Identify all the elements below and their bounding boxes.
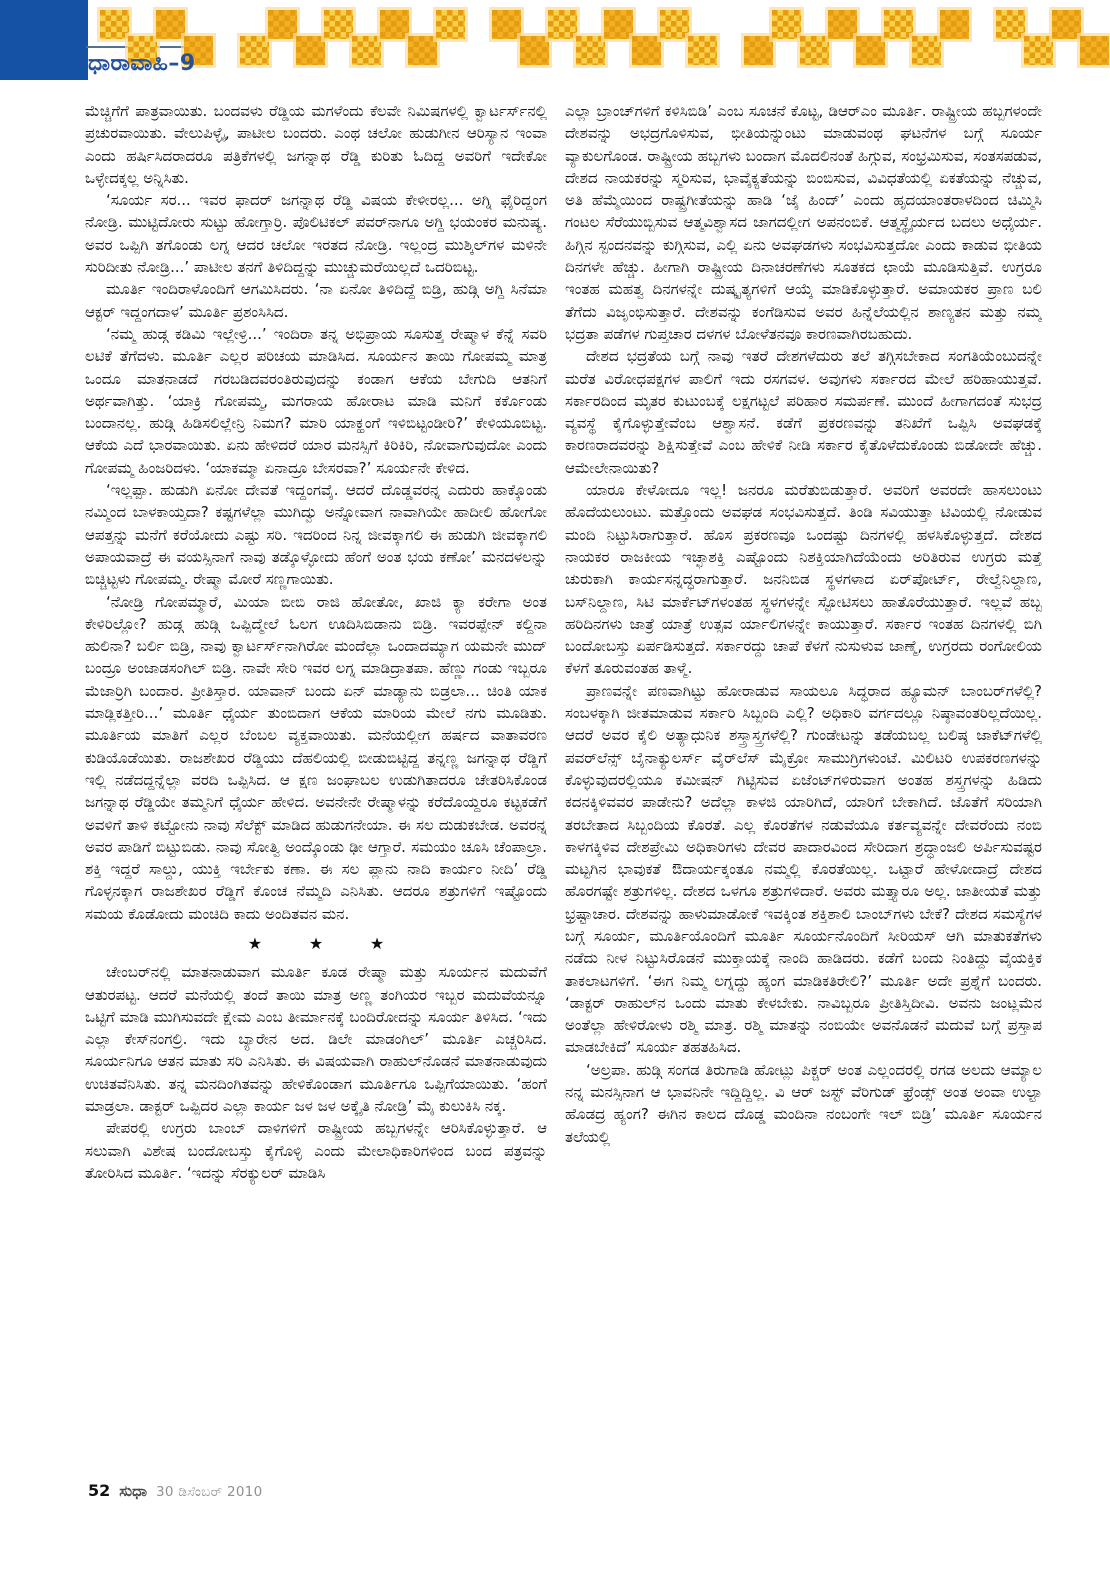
paragraph: ಮೂರ್ತಿ ಇಂದಿರಾಳೊಂದಿಗೆ ಆಗಮಿಸಿದರು. ‘ನಾ ಏನೋ ತಿಳಿದಿದ್ದೆ ಬಿಡ್ರಿ, ಹುಡ್ಗಿ ಅಗ್ದಿ ಸಿನೆಮಾ ಆಕ್ಟರ್ ಇದ್ದಂಗದಾಳ’ ಮೂರ್ತಿ ಪ್ರಶಂಸಿಸಿದ. bbox=[85, 280, 547, 321]
band-square bbox=[688, 36, 717, 65]
band-square bbox=[800, 36, 829, 65]
band-square bbox=[1024, 36, 1053, 65]
paragraph: ಎಲ್ಲಾ ಬ್ರಾಂಚ್‌ಗಳಿಗೆ ಕಳಿಸಿಬಿಡಿ’ ಎಂಬ ಸೂಚನೆ ಕೊಟ್ಟ, ಡಿಆರ್‌ಎಂ ಮೂರ್ತಿ. ರಾಷ್ಟ್ರೀಯ ಹಬ್ಬಗಳಂದೇ ದೇಶವನ್ನು ಅಭದ್ರಗೊಳಿಸುವ, ಭೀತಿಯನ್ನುಂಟು ಮಾಡುವಂಥ ಘಟನೆಗಳ ಬಗ್ಗೆ ಸೂರ್ಯ ವ್ಯಾಕುಲಗೊಂಡ. ರಾಷ್ಟ್ರೀಯ ಹಬ್ಬಗಳು ಬಂದಾಗ ಮೊದಲಿನಂತೆ ಹಿಗ್ಗುವ, ಸಂಭ್ರಮಿಸುವ, ಸಂತಸಪಡುವ, ದೇಶದ ನಾಯಕರನ್ನು ಸ್ಮರಿಸುವ, ಭಾವೈಕ್ಯತೆಯನ್ನು ಬಿಂಬಿಸುವ, ವಿವಿಧತೆಯಲ್ಲಿ ಏಕತೆಯನ್ನು ನೆಚ್ಚುವ, ಅತಿ ಹೆಮ್ಮೆಯಿಂದ ರಾಷ್ಟ್ರಗೀತೆಯನ್ನು ಹಾಡಿ ‘ಜೈ ಹಿಂದ್’ ಎಂದು ಹೃದಯಾಂತರಾಳದಿಂದ ಚಿಮ್ಮಿಸಿ ಗಂಟಲ ಸೆರೆಯುಬ್ಬಿಸುವ ಆತ್ಮವಿಶ್ವಾಸದ ಜಾಗದಲ್ಲೀಗ ಅಪನಂಬಿಕೆ. ಆತ್ಮಸ್ಥೈರ್ಯದ ಬದಲು ಅಧೈರ್ಯ. ಹಿಗ್ಗಿನ ಸ್ಪಂದನವನ್ನು ಕುಗ್ಗಿಸುವ, ಎಲ್ಲಿ ಏನು ಅವಘಡಗಳು ಸಂಭವಿಸುತ್ತದೋ ಎಂದು ಕಾಡುವ ಭೀತಿಯ ದಿನಗಳೇ ಹೆಚ್ಚು. ಹೀಗಾಗಿ ರಾಷ್ಟ್ರೀಯ ದಿನಾಚರಣೆಗಳು ಸೂತಕದ ಛಾಯೆ ಮೂಡಿಸುತ್ತಿವೆ. ಉಗ್ರರೂ ಇಂತಹ ಮಹತ್ವ ದಿನಗಳನ್ನೇ ದುಷ್ಕೃತ್ಯಗಳಿಗೆ ಆಯ್ಕೆ ಮಾಡಿಕೊಳ್ಳುತ್ತಾರೆ. ಅಮಾಯಕರ ಪ್ರಾಣ ಬಲಿ ತೆಗೆದು ವಿಜೃಂಭಿಸುತ್ತಾರೆ. ದೇಶವನ್ನು ಕಂಗೆಡಿಸುವ ಅವರ ಹಿನ್ನೆಲೆಯಲ್ಲಿನ ಶಾಣ್ಯತನ ಮತ್ತು ನಮ್ಮ ಭದ್ರತಾ ಪಡೆಗಳ ಗುಪ್ತಚಾರ ದಳಗಳ ಬೋಳೆತನವೂ ಕಾರಣವಾಗಿರಬಹುದು. bbox=[565, 102, 1042, 343]
paragraph: ‘ನಮ್ಮ ಹುಡ್ಗ ಕಡಿಮಿ ಇಲ್ಲೇಳ್ರಿ...’ ಇಂದಿರಾ ತನ್ನ ಅಭಿಪ್ರಾಯ ಸೂಸುತ್ತ ರೇಷ್ಮಾಳ ಕೆನ್ನೆ ಸವರಿ ಲಟಿಕೆ ತೆಗೆದಳು. ಮೂರ್ತಿ ಎಲ್ಲರ ಪರಿಚಯ ಮಾಡಿಸಿದ. ಸೂರ್ಯನ ತಾಯಿ ಗೋಪಮ್ಮ ಮಾತ್ರ ಒಂದೂ ಮಾತನಾಡದೆ ಗರಬಡಿದವರಂತಿರುವುದನ್ನು ಕಂಡಾಗ ಆಕೆಯ ಬೇಗುದಿ ಆತನಿಗೆ ಅರ್ಥವಾಗಿತ್ತು. ‘ಯಾಕ್ರಿ ಗೋಪಮ್ಮ, ಮಗರಾಯ ಹೋರಾಟ ಮಾಡಿ ಮನಿಗೆ ಕರ್ಕೊಂಡು ಬಂದಾನಲ್ಲ. ಹುಡ್ಗಿ ಹಿಡಿಸಲಿಲ್ಲೇನ್ರಿ ನಿಮಗ? ಮಾರಿ ಯಾಕ್ಹಂಗೆ ಇಳಿಬಿಟ್ಟಂಡೀರಿ?’ ಕೇಳಿಯೂಬಿಟ್ಟ. ಆಕೆಯ ಎದೆ ಭಾರವಾಯಿತು. ಏನು ಹೇಳಿದರೆ ಯಾರ ಮನಸ್ಸಿಗೆ ಕಿರಿಕಿರಿ, ನೋವಾಗುವುದೋ ಎಂದು ಗೋಪಮ್ಮ ಹಿಂಜರಿದಳು. ‘ಯಾಕಮ್ಮಾ ಏನಾದ್ರೂ ಬೇಸರವಾ?’ ಸೂರ್ಯನೇ ಕೇಳಿದ. bbox=[85, 324, 547, 477]
paragraph: ‘ಇಲ್ಲಪ್ಪಾ. ಹುಡುಗಿ ಏನೋ ದೇವತೆ ಇದ್ದಂಗವೈ. ಆದರೆ ದೊಡ್ಡವರನ್ನ ಎದುರು ಹಾಕ್ಕೊಂಡು ನಮ್ಮಿಂದ ಬಾಳಕಾಯ್ತದಾ? ಕಷ್ಟಗಳೆಲ್ಲಾ ಮುಗಿದ್ವು ಅನ್ನೋವಾಗ ನಾವಾಗಿಯೇ ಹಾದೀಲಿ ಹೋಗೋ ಆಪತ್ತನ್ನು ಮನೆಗೆ ಕರೆಯೋದು ಎಷ್ಟು ಸರಿ. ಇದರಿಂದ ನಿನ್ನ ಜೀವಕ್ಕಾಗಲಿ ಈ ಹುಡುಗಿ ಜೀವಕ್ಕಾಗಲಿ ಅಪಾಯವಾದ್ರೆ ಈ ವಯಸ್ಸಿನಾಗೆ ನಾವು ತಡ್ಕೊಳ್ಳೋದು ಹೆಂಗೆ ಅಂತ ಭಯ ಕಣೋ’ ಮನದಳಲನ್ನು ಬಿಚ್ಚಿಟ್ಟಳು ಗೋಪಮ್ಮ. ರೇಷ್ಮಾ ಮೋರೆ ಸಣ್ಣಗಾಯಿತು. bbox=[85, 481, 547, 589]
page-footer bbox=[88, 1481, 263, 1500]
issue-date: 30 ಡಿಸೆಂಬರ್ 2010 bbox=[156, 1484, 263, 1500]
band-square bbox=[492, 10, 521, 39]
band-square bbox=[604, 10, 633, 39]
band-square bbox=[408, 36, 437, 65]
paragraph: ದೇಶದ ಭದ್ರತೆಯ ಬಗ್ಗೆ ನಾವು ಇತರೆ ದೇಶಗಳೆದುರು ತಲೆ ತಗ್ಗಿಸಬೇಕಾದ ಸಂಗತಿಯೆಂಬುದನ್ನೇ ಮರೆತ ವಿರೋಧಪಕ್ಷಗಳ ಪಾಲಿಗೆ ಇದು ರಸಗವಳ. ಅವುಗಳು ಸರ್ಕಾರದ ಮೇಲೆ ಹರಿಹಾಯುತ್ತವೆ. ಸರ್ಕಾರದಿಂದ ಮೃತರ ಕುಟುಂಬಕ್ಕೆ ಲಕ್ಷಗಟ್ಟಲೆ ಪರಿಹಾರ ಸಮರ್ಪಣೆ. ಮುಂದೆ ಹೀಗಾಗದಂತೆ ಸುಭದ್ರ ವ್ಯವಸ್ಥೆ ಕೈಗೊಳ್ಳುತ್ತೇವೆಂಬ ಆಶ್ವಾಸನೆ. ಕಡೆಗೆ ಪ್ರಕರಣವನ್ನು ತನಿಖೆಗೆ ಒಪ್ಪಿಸಿ ಅವಘಡಕ್ಕೆ ಕಾರಣರಾದವರನ್ನು ಶಿಕ್ಷಿಸುತ್ತೇವೆ ಎಂಬ ಹೇಳಿಕೆ ನೀಡಿ ಸರ್ಕಾರ ಕೈತೊಳೆದುಕೊಂಡು ಬಿಡೋದೇ ಹೆಚ್ಚು. ಆಮೇಲೇನಾಯಿತು? bbox=[565, 347, 1042, 477]
band-square bbox=[1080, 36, 1109, 65]
paragraph: ‘ಸೂರ್ಯ ಸರ... ಇವರ ಫಾದರ್ ಜಗನ್ನಾಥ ರೆಡ್ಡಿ ವಿಷಯ ಕೇಳೀರಲ್ಲ... ಅಗ್ನಿ ಫೈರಿದ್ದಂಗ ನೋಡ್ರಿ. ಮುಟ್ಟಿದೋರು ಸುಟ್ಟು ಹೋಗ್ತಾರ್ರಿ. ಪೊಲಿಟಿಕಲ್ ಪವರ್‌ನಾಗೂ ಅಗ್ದಿ ಭಯಂಕರ ಮನುಷ್ಯ. ಅವರ ಒಪ್ಪಿಗಿ ತಗೊಂಡು ಲಗ್ನ ಆದರ ಚಲೋ ಇರತದ ನೋಡ್ರಿ. ಇಲ್ಲಂದ್ರ ಮುಶ್ಕಿಲ್‌ಗಳ ಮಳಿನೇ ಸುರಿದೀತು ನೋಡ್ರಿ...’ ಪಾಟೀಲ ತನಗೆ ತಿಳಿದಿದ್ದನ್ನು ಮುಚ್ಚುಮರೆಯಿಲ್ಲದೆ ಒದರಿಬಿಟ್ಟ. bbox=[85, 191, 547, 277]
paragraph: ಚೇಂಬರ್‌ನಲ್ಲಿ ಮಾತನಾಡುವಾಗ ಮೂರ್ತಿ ಕೂಡ ರೇಷ್ಮಾ ಮತ್ತು ಸೂರ್ಯನ ಮದುವೆಗೆ ಆತುರಪಟ್ಟ. ಆದರೆ ಮನೆಯಲ್ಲಿ ತಂದೆ ತಾಯಿ ಮಾತ್ರ ಅಣ್ಣ ತಂಗಿಯರ ಇಬ್ಬರ ಮದುವೆಯನ್ನೂ ಒಟ್ಟಿಗೆ ಮಾಡಿ ಮುಗಿಸುವದೇ ಕ್ಷೇಮ ಎಂಬ ತೀರ್ಮಾನಕ್ಕೆ ಬಂದಿರೋದನ್ನು ಸೂರ್ಯ ತಿಳಿಸಿದ. ‘ಇದು ಎಲ್ಲಾ ಕೇಸ್‌ನಂಗಲ್ರಿ. ಇದು ಬ್ಯಾರೇನ ಅದ. ಡಿಲೇ ಮಾಡಂಗಿಲ್’ ಮೂರ್ತಿ ಎಚ್ಚರಿಸಿದ. ಸೂರ್ಯನಿಗೂ ಆತನ ಮಾತು ಸರಿ ಎನಿಸಿತು. ಈ ವಿಷಯವಾಗಿ ರಾಹುಲ್‌ನೊಡನೆ ಮಾತನಾಡುವುದು ಉಚಿತವೆನಿಸಿತು. ತನ್ನ ಮನದಿಂಗಿತವನ್ನು ಹೇಳಿಕೊಂಡಾಗ ಮೂರ್ತಿಗೂ ಒಪ್ಪಿಗೆಯಾಯಿತು. ‘ಹಂಗೆ ಮಾಡ್ರಲಾ. ಡಾಕ್ಟರ್ ಒಪ್ಪಿದರ ಎಲ್ಲಾ ಕಾರ್ಯ ಜಳ ಜಳ ಅಕ್ಕೈತಿ ನೋಡ್ರಿ’ ಮೈ ಕುಲುಕಿಸಿ ನಕ್ಕ. bbox=[85, 963, 547, 1116]
band-square bbox=[548, 10, 577, 39]
band-square bbox=[324, 10, 353, 39]
magazine-name: ಸುಧಾ bbox=[119, 1482, 147, 1500]
left-column-part-2 bbox=[85, 961, 547, 1184]
band-square bbox=[296, 36, 325, 65]
band-square bbox=[436, 10, 465, 39]
paragraph: ‘ಅಲ್ರಪಾ. ಹುಡ್ಗಿ ಸಂಗಡ ತಿರುಗಾಡಿ ಹೋಟ್ಲು ಪಿಕ್ಚರ್ ಅಂತ ಎಲ್ಲಂದರಲ್ಲಿ ರಗಡ ಅಲದು ಆಮ್ಯಾಲ ನನ್ನ ಮನಸ್ಸಿನಾಗ ಆ ಭಾವನಿನೇ ಇದ್ದಿದ್ದಿಲ್ಲ. ವಿ ಆರ್ ಜಸ್ಟ್ ವೆರಿಗುಡ್ ಫ್ರೆಂಡ್ಸ್ ಅಂತ ಅಂವಾ ಉಲ್ಟಾ ಹೊಡದ್ರ ಹ್ಯಂಗ? ಈಗಿನ ಕಾಲದ ದೊಡ್ಡ ಮಂದಿನಾ ನಂಬಂಗೇ ಇಲ್ ಬಿಡ್ರಿ’ ಮೂರ್ತಿ ಸೂರ್ಯನ ತಲೆಯಲ್ಲಿ bbox=[565, 1060, 1042, 1146]
paragraph: ಯಾರೂ ಕೇಳೋದೂ ಇಲ್ಲ! ಜನರೂ ಮರೆತುಬಿಡುತ್ತಾರೆ. ಅವರಿಗೆ ಅವರದೇ ಹಾಸಲುಂಟು ಹೊದೆಯಲುಂಟು. ಮತ್ತೊಂದು ಅವಘಡ ಸಂಭವಿಸುತ್ತದೆ. ತಿಂಡಿ ಸವಿಯುತ್ತಾ ಟಿವಿಯಲ್ಲಿ ನೋಡುವ ಮಂದಿ ನಿಟ್ಟುಸಿರಾಗುತ್ತಾರೆ. ಹೊಸ ಪ್ರಕರಣವೂ ಒಂದಷ್ಟು ದಿನಗಳಲ್ಲಿ ಹಳಸಿಕೊಳ್ಳುತ್ತದೆ. ದೇಶದ ನಾಯಕರ ರಾಜಕೀಯ ಇಚ್ಛಾಶಕ್ತಿ ಎಷ್ಟೊಂದು ನಿಶಕ್ತಿಯಾಗಿದೆಯೆಂದು ಅರಿತಿರುವ ಉಗ್ರರು ಮತ್ತೆ ಚುರುಕಾಗಿ ಕಾರ್ಯಸನ್ನದ್ಧರಾಗುತ್ತಾರೆ. ಜನನಿಬಿಡ ಸ್ಥಳಗಳಾದ ಏರ್‌ಪೋರ್ಟ್, ರೇಲ್ವೆನಿಲ್ದಾಣ, ಬಸ್‌ನಿಲ್ದಾಣ, ಸಿಟಿ ಮಾರ್ಕೆಟ್‌ಗಳಂತಹ ಸ್ಥಳಗಳನ್ನೇ ಸ್ಫೋಟಿಸಲು ಹಾತೊರೆಯುತ್ತಾರೆ. ಇಲ್ಲವೆ ಹಬ್ಬ ಹರಿದಿನಗಳು ಜಾತ್ರೆ ಯಾತ್ರೆ ಉತ್ಸವ ರ್ಯಾಲಿಗಳನ್ನೇ ಕಾಯುತ್ತಾರೆ. ಸರ್ಕಾರ ಇಂತಹ ದಿನಗಳಲ್ಲಿ ಬಿಗಿ ಬಂದೋಬಸ್ತು ಏರ್ಪಡಿಸುತ್ತದೆ. ಸರ್ಕಾರದ್ದು ಚಾಪೆ ಕೆಳಗೆ ನುಸುಳುವ ಜಾಣ್ಮೆ, ಉಗ್ರರದು ರಂಗೋಲಿಯ ಕೆಳಗೆ ತೂರುವಂತಹ ತಾಳ್ಮೆ. bbox=[565, 481, 1042, 678]
band-square bbox=[996, 10, 1025, 39]
band-square bbox=[352, 36, 381, 65]
page-number: 52 bbox=[88, 1481, 111, 1500]
left-column-part-1 bbox=[85, 100, 547, 925]
band-square bbox=[156, 10, 185, 39]
paragraph: ಮೆಚ್ಚಿಗೆಗೆ ಪಾತ್ರವಾಯಿತು. ಬಂದವಳು ರೆಡ್ಡಿಯ ಮಗಳೆಂದು ಕೆಲವೇ ನಿಮಿಷಗಳಲ್ಲಿ ಕ್ವಾರ್ಟರ್ಸ್‌ನಲ್ಲಿ ಪ್ರಚುರವಾಯಿತು. ವೇಲುಪಿಳ್ಳೈ, ಪಾಟೀಲ ಬಂದರು. ಎಂಥ ಚಲೋ ಹುಡುಗೀನ ಆರಿಸ್ಯಾನ ಇಂವಾ ಎಂದು ಹರ್ಷಿಸಿದರಾದರೂ ಪತ್ರಿಕೆಗಳಲ್ಲಿ ಜಗನ್ನಾಥ ರೆಡ್ಡಿ ಕುರಿತು ಓದಿದ್ದ ಅವರಿಗೆ ಇದೇಕೋ ಒಳ್ಳೇದಕ್ಕಲ್ಲ ಅನ್ನಿಸಿತು. bbox=[85, 102, 547, 187]
band-square bbox=[884, 10, 913, 39]
band-square bbox=[744, 36, 773, 65]
left-column bbox=[85, 100, 547, 1478]
band-square bbox=[912, 36, 941, 65]
band-square bbox=[380, 10, 409, 39]
series-title: ಧಾರಾವಾಹಿ–9 bbox=[88, 51, 196, 76]
band-square bbox=[828, 10, 857, 39]
paragraph: ಪೇಪರಲ್ಲಿ ಉಗ್ರರು ಬಾಂಬ್ ದಾಳಿಗಳಿಗೆ ರಾಷ್ಟ್ರೀಯ ಹಬ್ಬಗಳನ್ನೇ ಆರಿಸಿಕೊಳ್ಳುತ್ತಾರೆ. ಆ ಸಲುವಾಗಿ ವಿಶೇಷ ಬಂದೋಬಸ್ತು ಕೈಗೊಳ್ಳಿ ಎಂದು ಮೇಲಾಧಿಕಾರಿಗಳಿಂದ ಬಂದ ಪತ್ರವನ್ನು ತೋರಿಸಿದ ಮೂರ್ತಿ. ‘ಇದನ್ನು ಸೆರಕ್ಯುಲರ್ ಮಾಡಿಸಿ bbox=[85, 1119, 547, 1182]
corner-accent-block bbox=[0, 0, 88, 80]
band-square bbox=[240, 36, 269, 65]
article-body bbox=[85, 100, 1042, 1478]
band-square bbox=[1052, 10, 1081, 39]
band-square bbox=[660, 10, 689, 39]
band-square bbox=[520, 36, 549, 65]
right-column bbox=[565, 100, 1042, 1478]
band-square bbox=[856, 36, 885, 65]
band-square bbox=[940, 10, 969, 39]
band-square bbox=[632, 36, 661, 65]
band-square bbox=[100, 10, 129, 39]
band-square bbox=[576, 36, 605, 65]
decorative-checkered-band bbox=[100, 10, 1110, 72]
star-separator: ★ ★ ★ bbox=[247, 933, 385, 953]
band-square bbox=[268, 10, 297, 39]
paragraph: ಪ್ರಾಣವನ್ನೇ ಪಣವಾಗಿಟ್ಟು ಹೋರಾಡುವ ಸಾಯಲೂ ಸಿದ್ಧರಾದ ಹ್ಯೂಮನ್ ಬಾಂಬರ್‌ಗಳೆಲ್ಲಿ? ಸಂಬಳಕ್ಕಾಗಿ ಜೀತಮಾಡುವ ಸರ್ಕಾರಿ ಸಿಬ್ಬಂದಿ ಎಲ್ಲಿ? ಅಧಿಕಾರಿ ವರ್ಗದಲ್ಲೂ ನಿಷ್ಠಾವಂತರಿಲ್ಲದೆಯಿಲ್ಲ. ಆದರೆ ಅವರ ಕೈಲಿ ಅತ್ಯಾಧುನಿಕ ಶಸ್ತ್ರಾಸ್ತ್ರಗಳೆಲ್ಲಿ? ಗುಂಡೇಟನ್ನು ತಡೆಯಬಲ್ಲ ಬಲಿಷ್ಠ ಜಾಕೆಟ್‌ಗಳೆಲ್ಲಿ ಪವರ್‌ಲೆನ್ಸ್ ಬೈನಾಕ್ಯುಲರ್ಸ್ ವೈರ್‌ಲೆಸ್ ಮೈಕ್ರೋ ಸಾಮುಗ್ರಿಗಳುಂಟೆ. ಮಿಲಿಟರಿ ಉಪಕರಣಗಳನ್ನು ಕೊಳ್ಳುವುದರಲ್ಲಿಯೂ ಕಮೀಷನ್ ಗಿಟ್ಟಿಸುವ ಏಜೆಂಟ್‌ಗಳಿರುವಾಗ ಅಂತಹ ಶಸ್ತ್ರಗಳನ್ನು ಹಿಡಿದು ಕದನಕ್ಕಿಳಿವವರ ಪಾಡೇನು? ಅದೆಲ್ಲಾ ಕಾಳಜಿ ಯಾರಿಗಿದೆ, ಯಾರಿಗೆ ಬೇಕಾಗಿದೆ. ಜೊತೆಗೆ ಸರಿಯಾಗಿ ತರಬೇತಾದ ಸಿಬ್ಬಂದಿಯ ಕೊರತೆ. ಎಲ್ಲ ಕೊರತೆಗಳ ನಡುವೆಯೂ ಕರ್ತವ್ಯವನ್ನೇ ದೇವರೆಂದು ನಂಬಿ ಕಾಳಗಕ್ಕಿಳಿವ ದೇಶಪ್ರೇಮಿ ಅಧಿಕಾರಿಗಳು ದೇವರ ಪಾದಾರವಿಂದ ಸೇರಿದಾಗ ಶ್ರದ್ಧಾಂಜಲಿ ಅರ್ಪಿಸುವಷ್ಟರ ಮಟ್ಟಗಿನ ಭಾವುಕತೆ ಔದಾರ್ಯಕ್ಕಂತೂ ನಮ್ಮಲ್ಲಿ ಕೊರತೆಯಿಲ್ಲ. ಒಟ್ಟಾರೆ ಹೇಳೋದಾದ್ರೆ ದೇಶದ ಹೊರಗಷ್ಟೇ ಶತ್ರುಗಳಿಲ್ಲ. ದೇಶದ ಒಳಗೂ ಶತ್ರುಗಳಿದಾರೆ. ಅವರು ಮತ್ತ್ಯಾರೂ ಅಲ್ಲ. ಜಾತೀಯತೆ ಮತ್ತು ಭ್ರಷ್ಟಾಚಾರ. ದೇಶವನ್ನು ಹಾಳುಮಾಡೋಕೆ ಇವಕ್ಕಿಂತ ಶಕ್ತಿಶಾಲಿ ಬಾಂಬ್‌ಗಳು ಬೇಕೆ? ದೇಶದ ಸಮಸ್ಯೆಗಳ ಬಗ್ಗೆ ಸೂರ್ಯ, ಮೂರ್ತಿಯೊಂದಿಗೆ ಮೂರ್ತಿ ಸೂರ್ಯನೊಂದಿಗೆ ಸೀರಿಯಸ್ ಆಗಿ ಮಾತುಕತೆಗಳು ನಡೆದು ನೀಳ ನಿಟ್ಟುಸಿರೊಡನೆ ಮುಕ್ತಾಯಕ್ಕೆ ನಾಂದಿ ಹಾಡಿದರು. ಕಡೆಗೆ ಬಂದು ನಿಂತಿದ್ದು ವೈಯಕ್ತಿಕ ತಾಕಲಾಟಗಳಿಗೆ. ‘ಈಗ ನಿಮ್ಮ ಲಗ್ನದ್ದು ಹ್ಯಂಗ ಮಾಡಿಕತಿರೇಲಿ?’ ಮೂರ್ತಿ ಅದೇ ಪ್ರಶ್ನೆಗೆ ಬಂದರು. ‘ಡಾಕ್ಟರ್ ರಾಹುಲ್‌ನ ಒಂದು ಮಾತು ಕೇಳಬೇಕು. ನಾವಿಬ್ಬರೂ ಪ್ರೀತಿಸ್ತಿದೀವಿ. ಅವನು ಜಂಟ್ಲಮೆನ ಅಂತೆಲ್ಲಾ ಹೇಳಿರೋಳು ರಶ್ಮಿ ಮಾತ್ರ. ರಶ್ಮಿ ಮಾತನ್ನು ನಂಬಿಯೇ ಅವನೊಡನೆ ಮದುವೆ ಬಗ್ಗೆ ಪ್ರಸ್ತಾಪ ಮಾಡಬೇಕಿದೆ’ ಸೂರ್ಯ ತಹತಹಿಸಿದ. bbox=[565, 681, 1042, 1057]
band-square bbox=[772, 10, 801, 39]
paragraph: ‘ನೋಡ್ರಿ ಗೋಪಮ್ಮಾರೆ, ಮಿಯಾ ಬೀಬಿ ರಾಜಿ ಹೋತೋ, ಖಾಜಿ ಕ್ಯಾ ಕರೇಗಾ ಅಂತ ಕೇಳಿರಿಲ್ಲೋ? ಹುಡ್ಗ ಹುಡ್ಗಿ ಒಪ್ಪಿದ್ಮೇಲೆ ಓಲಗ ಊದಿಸಿಬಿಡಾನು ಬಿಡ್ರಿ. ಇವರಪ್ಪೇನ್ ಕಲ್ದಿನಾ ಹುಲಿನಾ? ಬರ್ಲಿ ಬಿಡ್ರಿ, ನಾವು ಕ್ವಾರ್ಟರ್ಸ್‌ನಾಗಿರೋ ಮಂದೆಲ್ಲಾ ಒಂದಾದಮ್ಯಾಗ ಯಮನೇ ಮುದ್ ಬಂದ್ರೂ ಅಂಜಾಡಸಂಗಿಲ್ ಬಿಡ್ರಿ. ನಾವೇ ಸೇರಿ ಇವರ ಲಗ್ನ ಮಾಡಿದ್ರಾತಪಾ. ಹೆಣ್ಣು ಗಂಡು ಇಬ್ಬರೂ ಮೆಜಾರ್ರಿಗಿ ಬಂದಾರ. ಪ್ರೀತಿಸ್ತಾರ. ಯಾವಾನ್ ಬಂದು ಏನ್ ಮಾಡ್ಯಾನು ಬಿಡ್ರಲಾ... ಚಿಂತಿ ಯಾಕ ಮಾಡ್ಲಿಕತ್ತೀರಿ...’ ಮೂರ್ತಿ ಧೈರ್ಯ ತುಂಬಿದಾಗ ಆಕೆಯ ಮಾರಿಯ ಮೇಲೆ ನಗು ಮೂಡಿತು. ಮೂರ್ತಿಯ ಮಾತಿಗೆ ಎಲ್ಲರ ಬೆಂಬಲ ವ್ಯಕ್ತವಾಯಿತು. ಮನೆಯಲ್ಲೀಗ ಹರ್ಷದ ವಾತಾವರಣ ಕುಡಿಯೊಡೆಯಿತು. ರಾಜಶೇಖರ ರೆಡ್ಡಿಯು ದೆಹಲಿಯಲ್ಲಿ ಬೀಡುಬಿಟ್ಟಿದ್ದ ತನ್ನಣ್ಣ ಜಗನ್ನಾಥ ರೆಡ್ಡಿಗೆ ಇಲ್ಲಿ ನಡೆದದ್ದನ್ನೆಲ್ಲಾ ವರದಿ ಒಪ್ಪಿಸಿದ. ಆ ಕ್ಷಣ ಜಂಘಾಬಲ ಉಡುಗಿತಾದರೂ ಚೇತರಿಸಿಕೊಂಡ ಜಗನ್ನಾಥ ರೆಡ್ಡಿಯೇ ತಮ್ಮನಿಗೆ ಧೈರ್ಯ ಹೇಳಿದ. ಅವನೇನೇ ರೇಷ್ಮಾಳನ್ನು ಕರೆದೊಯ್ದರೂ ಕಟ್ಟಕಡೆಗೆ ಅವಳಿಗೆ ತಾಳಿ ಕಟ್ಟೋನು ನಾವು ಸೆಲೆಕ್ಟ್ ಮಾಡಿದ ಹುಡುಗನೇಯಾ. ಈ ಸಲ ದುಡುಕಬೇಡ. ಅವರನ್ನ ಅವರ ಪಾಡಿಗೆ ಬಿಟ್ಟುಬಿಡು. ನಾವು ಸೋತ್ವಿ ಅಂದ್ಕೊಂಡು ಢೀ ಆಗ್ತಾರೆ. ಸಮಯಂ ಚೂಸಿ ಚೆಂಪಾಲ್ರಾ. ಶಕ್ತಿ ಇದ್ದರೆ ಸಾಲ್ದು, ಯುಕ್ತಿ ಇರ್ಬೇಕು ಕಣಾ. ಈ ಸಲ ಪ್ಲಾನು ನಾದಿ ಕಾರ್ಯಂ ನೀದಿ’ ರೆಡ್ಡಿ ಗೊಳ್ಳನಕ್ಕಾಗ ರಾಜಶೇಖರ ರೆಡ್ಡಿಗೆ ಕೊಂಚ ನೆಮ್ಮದಿ ಎನಿಸಿತು. ಆದರೂ ಶತ್ರುಗಳಿಗೆ ಇಷ್ಟೊಂದು ಸಮಯ ಕೊಡೋದು ಮಂಚಿದಿ ಕಾದು ಅಂದಿತವನ ಮನ. bbox=[85, 592, 547, 923]
